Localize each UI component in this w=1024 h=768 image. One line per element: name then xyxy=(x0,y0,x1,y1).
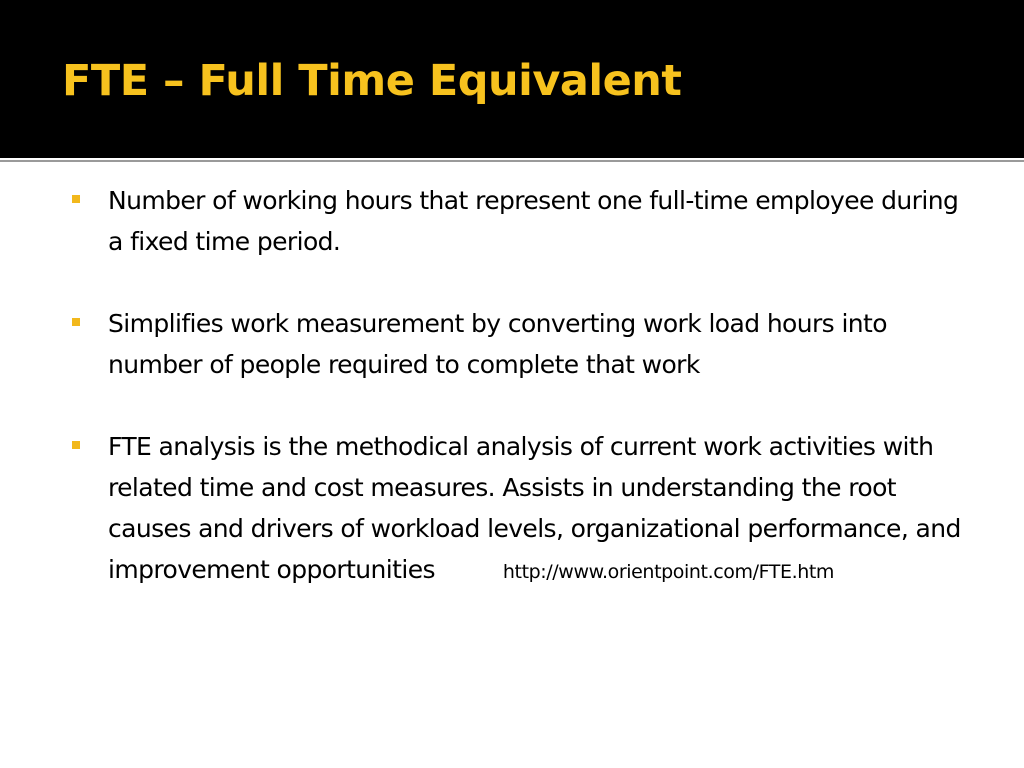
bullet-list xyxy=(72,180,972,634)
square-bullet-icon xyxy=(72,441,80,449)
square-bullet-icon xyxy=(72,318,80,326)
bullet-text: Simplifies work measurement by converting work load hours into number of people required to complete that work xyxy=(108,309,887,379)
bullet-item xyxy=(72,180,972,262)
bullet-item xyxy=(72,303,972,385)
bullet-text: FTE analysis is the methodical analysis of current work activities with related time and cost measures. Assists in understanding the root causes and drivers of workload levels, organizational performance, and improvement opportunities xyxy=(108,432,961,584)
square-bullet-icon xyxy=(72,195,80,203)
title-divider xyxy=(0,158,1024,164)
bullet-text: Number of working hours that represent one full-time employee during a fixed time period. xyxy=(108,186,959,256)
title-bar xyxy=(0,0,1024,158)
bullet-item xyxy=(72,426,972,593)
source-link[interactable]: http://www.orientpoint.com/FTE.htm xyxy=(502,561,835,583)
slide-title: FTE – Full Time Equivalent xyxy=(62,56,682,106)
